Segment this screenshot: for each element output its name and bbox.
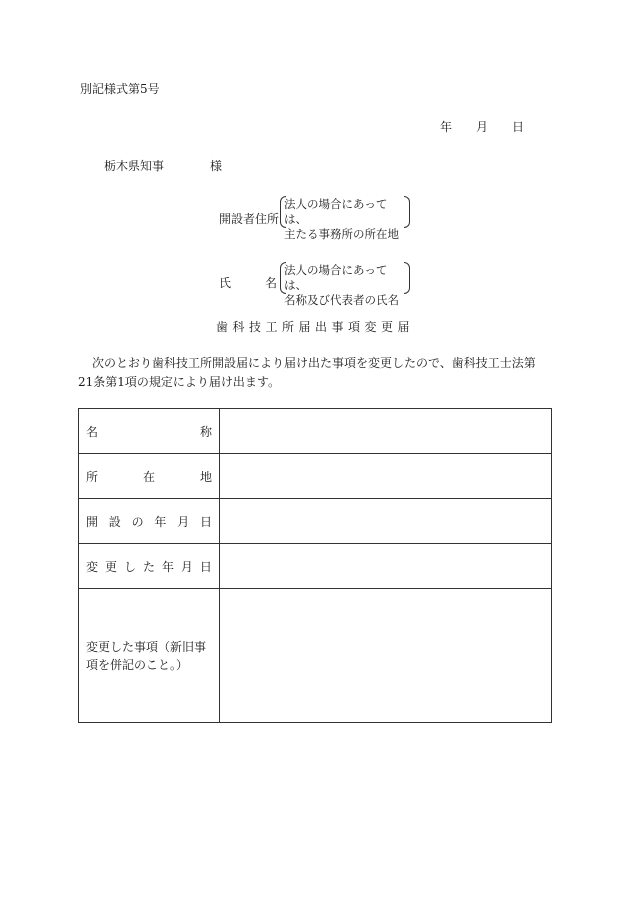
name-note-bracket (280, 262, 410, 307)
table-row-name (79, 409, 552, 454)
info-table (78, 408, 552, 723)
date-line (440, 118, 524, 135)
value-changed-items-cell[interactable] (220, 589, 552, 723)
body-text: 次のとおり歯科技工所開設届により届け出た事項を変更したので、歯科技工士法第21条第1項の規定により届け出ます。 (78, 356, 536, 389)
form-number: 別記様式第5号 (80, 82, 160, 96)
address-note-line-2: 主たる事務所の所在地 (284, 227, 399, 241)
document-title: 歯科技工所届出事項変更届 (215, 320, 414, 334)
address-note-bracket (280, 196, 410, 241)
table-row-change-date (79, 544, 552, 589)
table-row-location (79, 454, 552, 499)
name-label-2: 名 (264, 276, 277, 290)
row-label-opening-date: 開 設 の 年 月 日 (79, 499, 220, 544)
row-label-location: 所 在 地 (79, 454, 220, 499)
name-note-line-2: 名称及び代表者の氏名 (284, 293, 399, 307)
date-day-label: 日 (511, 120, 524, 134)
date-month-label: 月 (475, 120, 488, 134)
value-opening-date-cell[interactable] (220, 499, 552, 544)
table-row-opening-date (79, 499, 552, 544)
value-location-cell[interactable] (220, 454, 552, 499)
name-note-line-1: 法人の場合にあっては、 (284, 263, 388, 292)
address-label: 開設者住所 (219, 212, 280, 226)
value-name-cell[interactable] (220, 409, 552, 454)
addressee-name: 栃木県知事 (104, 159, 165, 173)
date-year-label: 年 (440, 120, 453, 134)
address-note-line-1: 法人の場合にあっては、 (284, 197, 388, 226)
name-label (219, 274, 277, 291)
row-label-changed-items: 変更した事項（新旧事項を併記のこと。） (79, 589, 220, 723)
row-label-name: 名 称 (79, 409, 220, 454)
value-change-date-cell[interactable] (220, 544, 552, 589)
addressee-suffix: 様 (210, 159, 223, 173)
name-label-1: 氏 (219, 276, 232, 290)
addressee (104, 157, 222, 174)
row-label-change-date: 変 更 し た 年 月 日 (79, 544, 220, 589)
table-row-changed-items (79, 589, 552, 723)
